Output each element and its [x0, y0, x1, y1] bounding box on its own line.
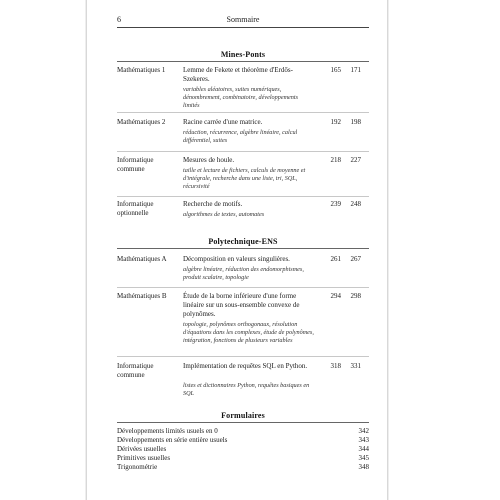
entry-page-end: 227	[350, 156, 361, 164]
entry-page-end: 171	[350, 66, 361, 74]
entry-rule	[117, 196, 369, 197]
entry-keywords: algorithmes de textes, automates	[183, 211, 265, 218]
entry-rule	[117, 356, 369, 357]
page-number: 6	[117, 15, 121, 24]
entry-subject: Informatique optionnelle	[117, 200, 154, 217]
entry-page-start: 318	[330, 362, 341, 370]
entry-keywords: listes et dictionnaires Python, requêtes basiques en SQL	[183, 382, 310, 397]
section-title-formulaires: Formulaires	[221, 411, 265, 420]
formula-label: Développements limités usuels en 0	[117, 427, 218, 435]
toc-entry	[117, 66, 369, 109]
entry-page-start: 218	[330, 156, 341, 164]
entry-page-start: 192	[330, 118, 341, 126]
formula-list-item	[117, 454, 369, 463]
entry-rule	[117, 151, 369, 152]
section-title-mines-ponts: Mines-Ponts	[220, 50, 266, 59]
formula-label: Trigonométrie	[117, 463, 158, 471]
entry-rule	[117, 287, 369, 288]
toc-entry	[117, 292, 369, 344]
entry-page-end: 198	[350, 118, 361, 126]
section-rule	[117, 422, 369, 423]
formula-list-item	[117, 436, 369, 445]
entry-page-end: 298	[350, 292, 361, 300]
entry-subject: Mathématiques A	[117, 255, 167, 263]
entry-problem: Étude de la borne inférieure d'une forme linéaire sur un sous-ensemble convexe de polynômes.	[183, 292, 300, 318]
formula-list-item	[117, 463, 369, 472]
entry-problem: Racine carrée d'une matrice.	[183, 118, 263, 126]
entry-page-start: 261	[330, 255, 341, 263]
entry-subject: Mathématiques 2	[117, 118, 166, 126]
formula-page: 344	[358, 445, 369, 453]
entry-page-start: 294	[330, 292, 341, 300]
formula-list-item	[117, 445, 369, 454]
entry-problem: Décomposition en valeurs singulières.	[183, 255, 290, 263]
entry-keywords: algèbre linéaire, réduction des endomorphismes, produit scalaire, topologie	[183, 266, 304, 281]
entry-page-start: 239	[330, 200, 341, 208]
entry-subject: Mathématiques 1	[117, 66, 166, 74]
entry-keywords: variables aléatoires, suites numériques, dénombrement, combinatoire, développements limités	[183, 86, 299, 109]
formula-label: Dérivées usuelles	[117, 445, 167, 453]
page-header	[117, 14, 369, 28]
entry-subject: Mathématiques B	[117, 292, 167, 300]
section-rule	[117, 248, 369, 249]
entry-subject: Informatique commune	[117, 362, 154, 379]
entry-problem: Mesures de houle.	[183, 156, 235, 164]
formula-page: 345	[358, 454, 369, 462]
formula-list-item	[117, 427, 369, 436]
toc-entry	[117, 118, 369, 144]
entry-keywords: topologie, polynômes orthogonaux, résolution d'équations dans les complexes, étude de polynômes, intégration, fonctions de plusieurs variables	[183, 321, 314, 344]
formula-page: 348	[358, 463, 369, 471]
entry-page-end: 267	[350, 255, 361, 263]
formula-page: 343	[358, 436, 369, 444]
entry-page-end: 331	[350, 362, 361, 370]
formula-label: Primitives usuelles	[117, 454, 171, 462]
entry-problem: Recherche de motifs.	[183, 200, 243, 208]
entry-page-end: 248	[350, 200, 361, 208]
entry-problem: Lemme de Fekete et théorème d'Erdős-Szekeres.	[183, 66, 293, 83]
entry-page-start: 165	[330, 66, 341, 74]
page-sheet	[86, 0, 388, 500]
toc-entry	[117, 362, 369, 397]
toc-entry	[117, 200, 369, 218]
running-title: Sommaire	[226, 15, 260, 24]
header-rule	[117, 27, 369, 28]
entry-keywords: taille et lecture de fichiers, calculs de moyenne et d'intégrale, recherche dans une liste, tri, SQL, récursivité	[183, 167, 306, 190]
toc-entry	[117, 156, 369, 190]
entry-problem: Implémentation de requêtes SQL en Python.	[183, 362, 308, 370]
entry-rule	[117, 112, 369, 113]
entry-keywords: réduction, récurrence, algèbre linéaire, calcul différentiel, suites	[183, 129, 298, 144]
section-rule	[117, 61, 369, 62]
entry-subject: Informatique commune	[117, 156, 154, 173]
section-title-polytechnique-ens: Polytechnique-ENS	[208, 237, 278, 246]
toc-entry	[117, 255, 369, 281]
formula-page: 342	[358, 427, 369, 435]
formula-label: Développements en série entière usuels	[117, 436, 228, 444]
